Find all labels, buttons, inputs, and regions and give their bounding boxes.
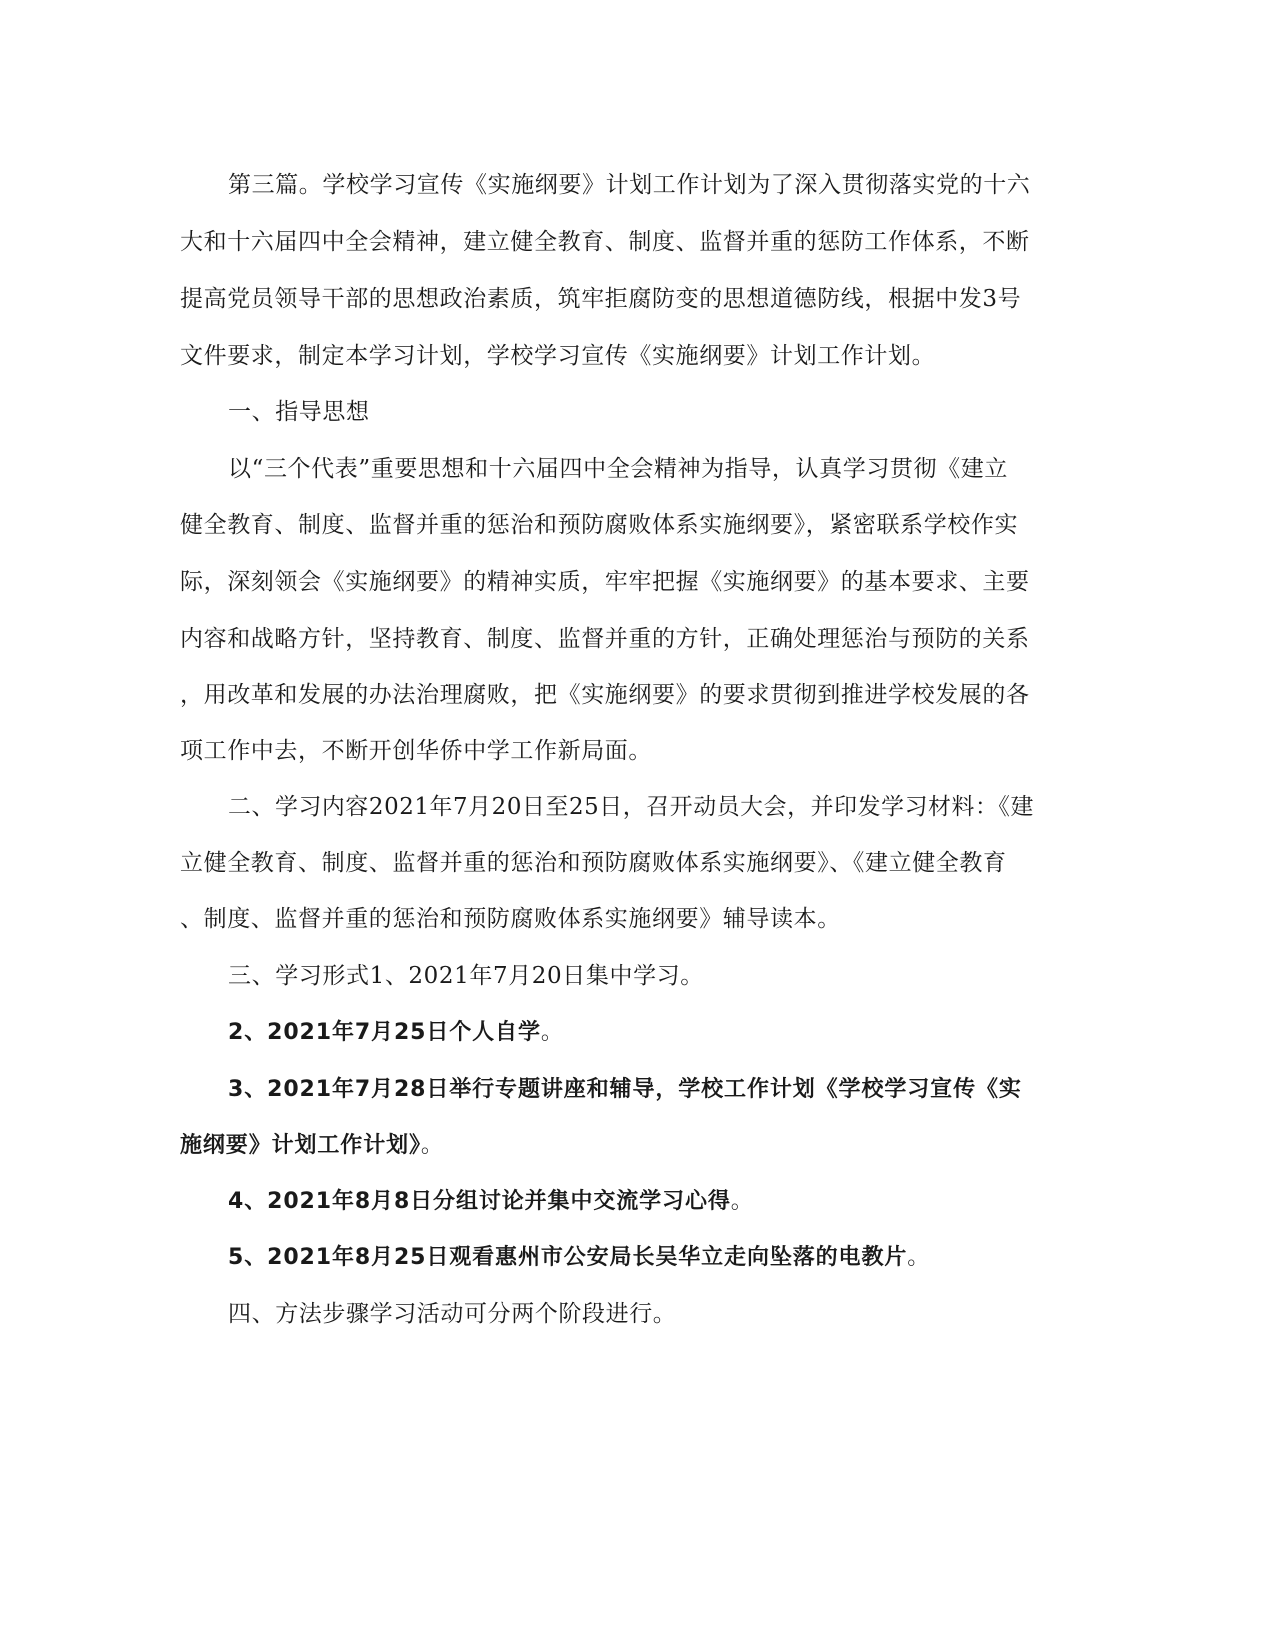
bold-list-item-3-text: 3、2021年7月28日举行专题讲座和辅导，学校工作计划《学校学习宣传《实 bbox=[228, 1077, 1022, 1102]
paragraph-guiding-line-3: 际，深刻领会《实施纲要》的精神实质，牢牢把握《实施纲要》的基本要求、主要 bbox=[180, 569, 1030, 595]
bold-list-item-4-text: 4、2021年8月8日分组讨论并集中交流学习心得 bbox=[228, 1189, 731, 1214]
bold-list-item-3 bbox=[228, 1075, 1022, 1105]
bold-list-item-3-continued bbox=[180, 1131, 444, 1161]
bold-list-item-2 bbox=[228, 1018, 564, 1048]
paragraph-intro-line-2: 大和十六届四中全会精神，建立健全教育、制度、监督并重的惩防工作体系，不断 bbox=[180, 229, 1030, 255]
bold-list-item-5-tail: 。 bbox=[907, 1245, 931, 1270]
bold-list-item-2-tail: 。 bbox=[540, 1020, 564, 1045]
paragraph-intro-line-1: 第三篇。学校学习宣传《实施纲要》计划工作计划为了深入贯彻落实党的十六 bbox=[228, 172, 1031, 198]
paragraph-intro-line-3: 提高党员领导干部的思想政治素质，筑牢拒腐防变的思想道德防线，根据中发3号 bbox=[180, 286, 1022, 312]
section-heading-guiding-thought: 一、指导思想 bbox=[228, 399, 370, 425]
paragraph-guiding-line-5: ，用改革和发展的办法治理腐败，把《实施纲要》的要求贯彻到推进学校发展的各 bbox=[180, 682, 1030, 708]
bold-list-item-3-continued-text: 施纲要》计划工作计划》 bbox=[180, 1133, 421, 1158]
paragraph-guiding-line-2: 健全教育、制度、监督并重的惩治和预防腐败体系实施纲要》，紧密联系学校作实 bbox=[180, 512, 1019, 538]
bold-list-item-4-tail: 。 bbox=[730, 1189, 754, 1214]
paragraph-form-line-1: 三、学习形式1、2021年7月20日集中学习。 bbox=[228, 963, 704, 989]
paragraph-content-line-3: 、制度、监督并重的惩治和预防腐败体系实施纲要》辅导读本。 bbox=[180, 906, 841, 932]
bold-list-item-5-text: 5、2021年8月25日观看惠州市公安局长吴华立走向坠落的电教片 bbox=[228, 1245, 908, 1270]
bold-list-item-3-continued-tail: 。 bbox=[420, 1133, 444, 1158]
paragraph-content-line-1: 二、学习内容2021年7月20日至25日，召开动员大会，并印发学习材料：《建 bbox=[228, 794, 1035, 820]
paragraph-guiding-line-4: 内容和战略方针，坚持教育、制度、监督并重的方针，正确处理惩治与预防的关系 bbox=[180, 626, 1030, 652]
paragraph-guiding-line-1: 以“三个代表”重要思想和十六届四中全会精神为指导，认真学习贯彻《建立 bbox=[228, 456, 1008, 482]
bold-list-item-2-text: 2、2021年7月25日个人自学 bbox=[228, 1020, 541, 1045]
section-heading-method-steps: 四、方法步骤学习活动可分两个阶段进行。 bbox=[228, 1301, 677, 1327]
paragraph-guiding-line-6: 项工作中去，不断开创华侨中学工作新局面。 bbox=[180, 738, 652, 764]
bold-list-item-5 bbox=[228, 1243, 930, 1273]
bold-list-item-4 bbox=[228, 1187, 754, 1217]
paragraph-content-line-2: 立健全教育、制度、监督并重的惩治和预防腐败体系实施纲要》、《建立健全教育 bbox=[180, 850, 1007, 876]
paragraph-intro-line-4: 文件要求，制定本学习计划，学校学习宣传《实施纲要》计划工作计划。 bbox=[180, 343, 936, 369]
